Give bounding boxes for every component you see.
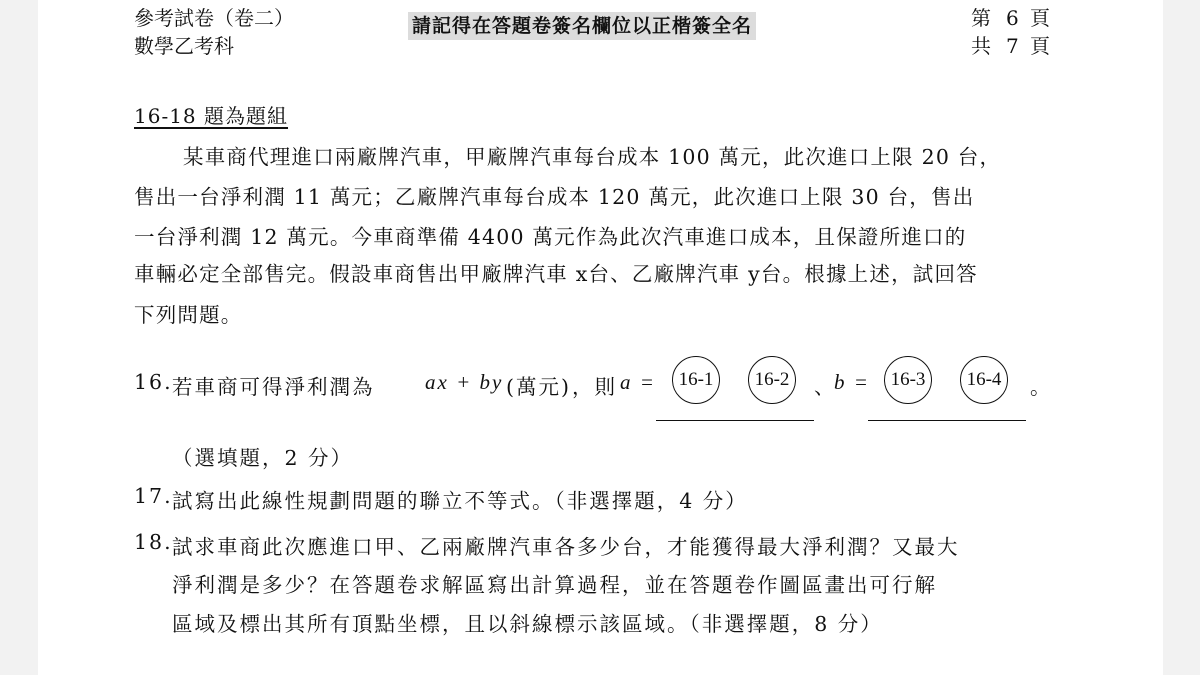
q16-number: 16.	[134, 370, 173, 394]
passage-line-4: 車輛必定全部售完。假設車商售出甲廠牌汽車 x台、乙廠牌汽車 y台。根據上述，試回答	[134, 262, 978, 286]
signature-notice: 請記得在答題卷簽名欄位以正楷簽全名	[408, 12, 756, 40]
page-number: 6	[1006, 6, 1019, 30]
q16-a-equals: a =	[620, 370, 656, 394]
total-pages: 7	[1006, 34, 1019, 58]
q16-separator: 、	[814, 375, 837, 399]
q18-line-2: 淨利潤是多少？在答題卷求解區寫出計算過程，並在答題卷作圖區畫出可行解	[172, 573, 937, 597]
q17-number: 17.	[134, 484, 173, 508]
total-unit: 頁	[1030, 34, 1050, 58]
passage-line-1: 某車商代理進口兩廠牌汽車，甲廠牌汽車每台成本 100 萬元，此次進口上限 20 台，	[183, 145, 1002, 169]
q18-number: 18.	[134, 530, 173, 554]
q18-line-1: 試求車商此次應進口甲、乙兩廠牌汽車各多少台，才能獲得最大淨利潤？又最大	[172, 535, 960, 559]
section-title: 16-18 題為題組	[134, 104, 289, 128]
passage-line-2: 售出一台淨利潤 11 萬元；乙廠牌汽車每台成本 120 萬元，此次進口上限 30 台，售出	[134, 185, 975, 209]
q16-end: 。	[1030, 375, 1053, 399]
total-label: 共	[971, 34, 991, 58]
right-margin	[1163, 0, 1200, 675]
left-margin	[0, 0, 38, 675]
answer-underline-b	[868, 420, 1026, 421]
exam-title: 參考試卷（卷二）	[134, 6, 294, 30]
q16-unit: (萬元)	[506, 375, 571, 399]
exam-subject: 數學乙考科	[134, 34, 234, 58]
answer-box-16-2: 16-2	[748, 356, 796, 404]
q16-text: 若車商可得淨利潤為	[172, 375, 375, 399]
answer-box-16-1: 16-1	[672, 356, 720, 404]
q18-line-3: 區域及標出其所有頂點坐標，且以斜線標示該區域。（非選擇題，8 分）	[172, 612, 883, 636]
page-unit: 頁	[1030, 6, 1050, 30]
q16-formula: ax + by	[425, 370, 504, 394]
page-label: 第	[971, 6, 991, 30]
q16-b-equals: b =	[834, 370, 870, 394]
q16-then: ，則	[572, 375, 617, 399]
answer-box-16-3: 16-3	[884, 356, 932, 404]
passage-line-5: 下列問題。	[134, 303, 243, 327]
answer-box-16-4: 16-4	[960, 356, 1008, 404]
passage-line-3: 一台淨利潤 12 萬元。今車商準備 4400 萬元作為此次汽車進口成本，且保證所進口的	[134, 225, 967, 249]
answer-underline-a	[656, 420, 814, 421]
q16-note: （選填題，2 分）	[172, 446, 354, 470]
q17-text: 試寫出此線性規劃問題的聯立不等式。（非選擇題，4 分）	[172, 489, 748, 513]
